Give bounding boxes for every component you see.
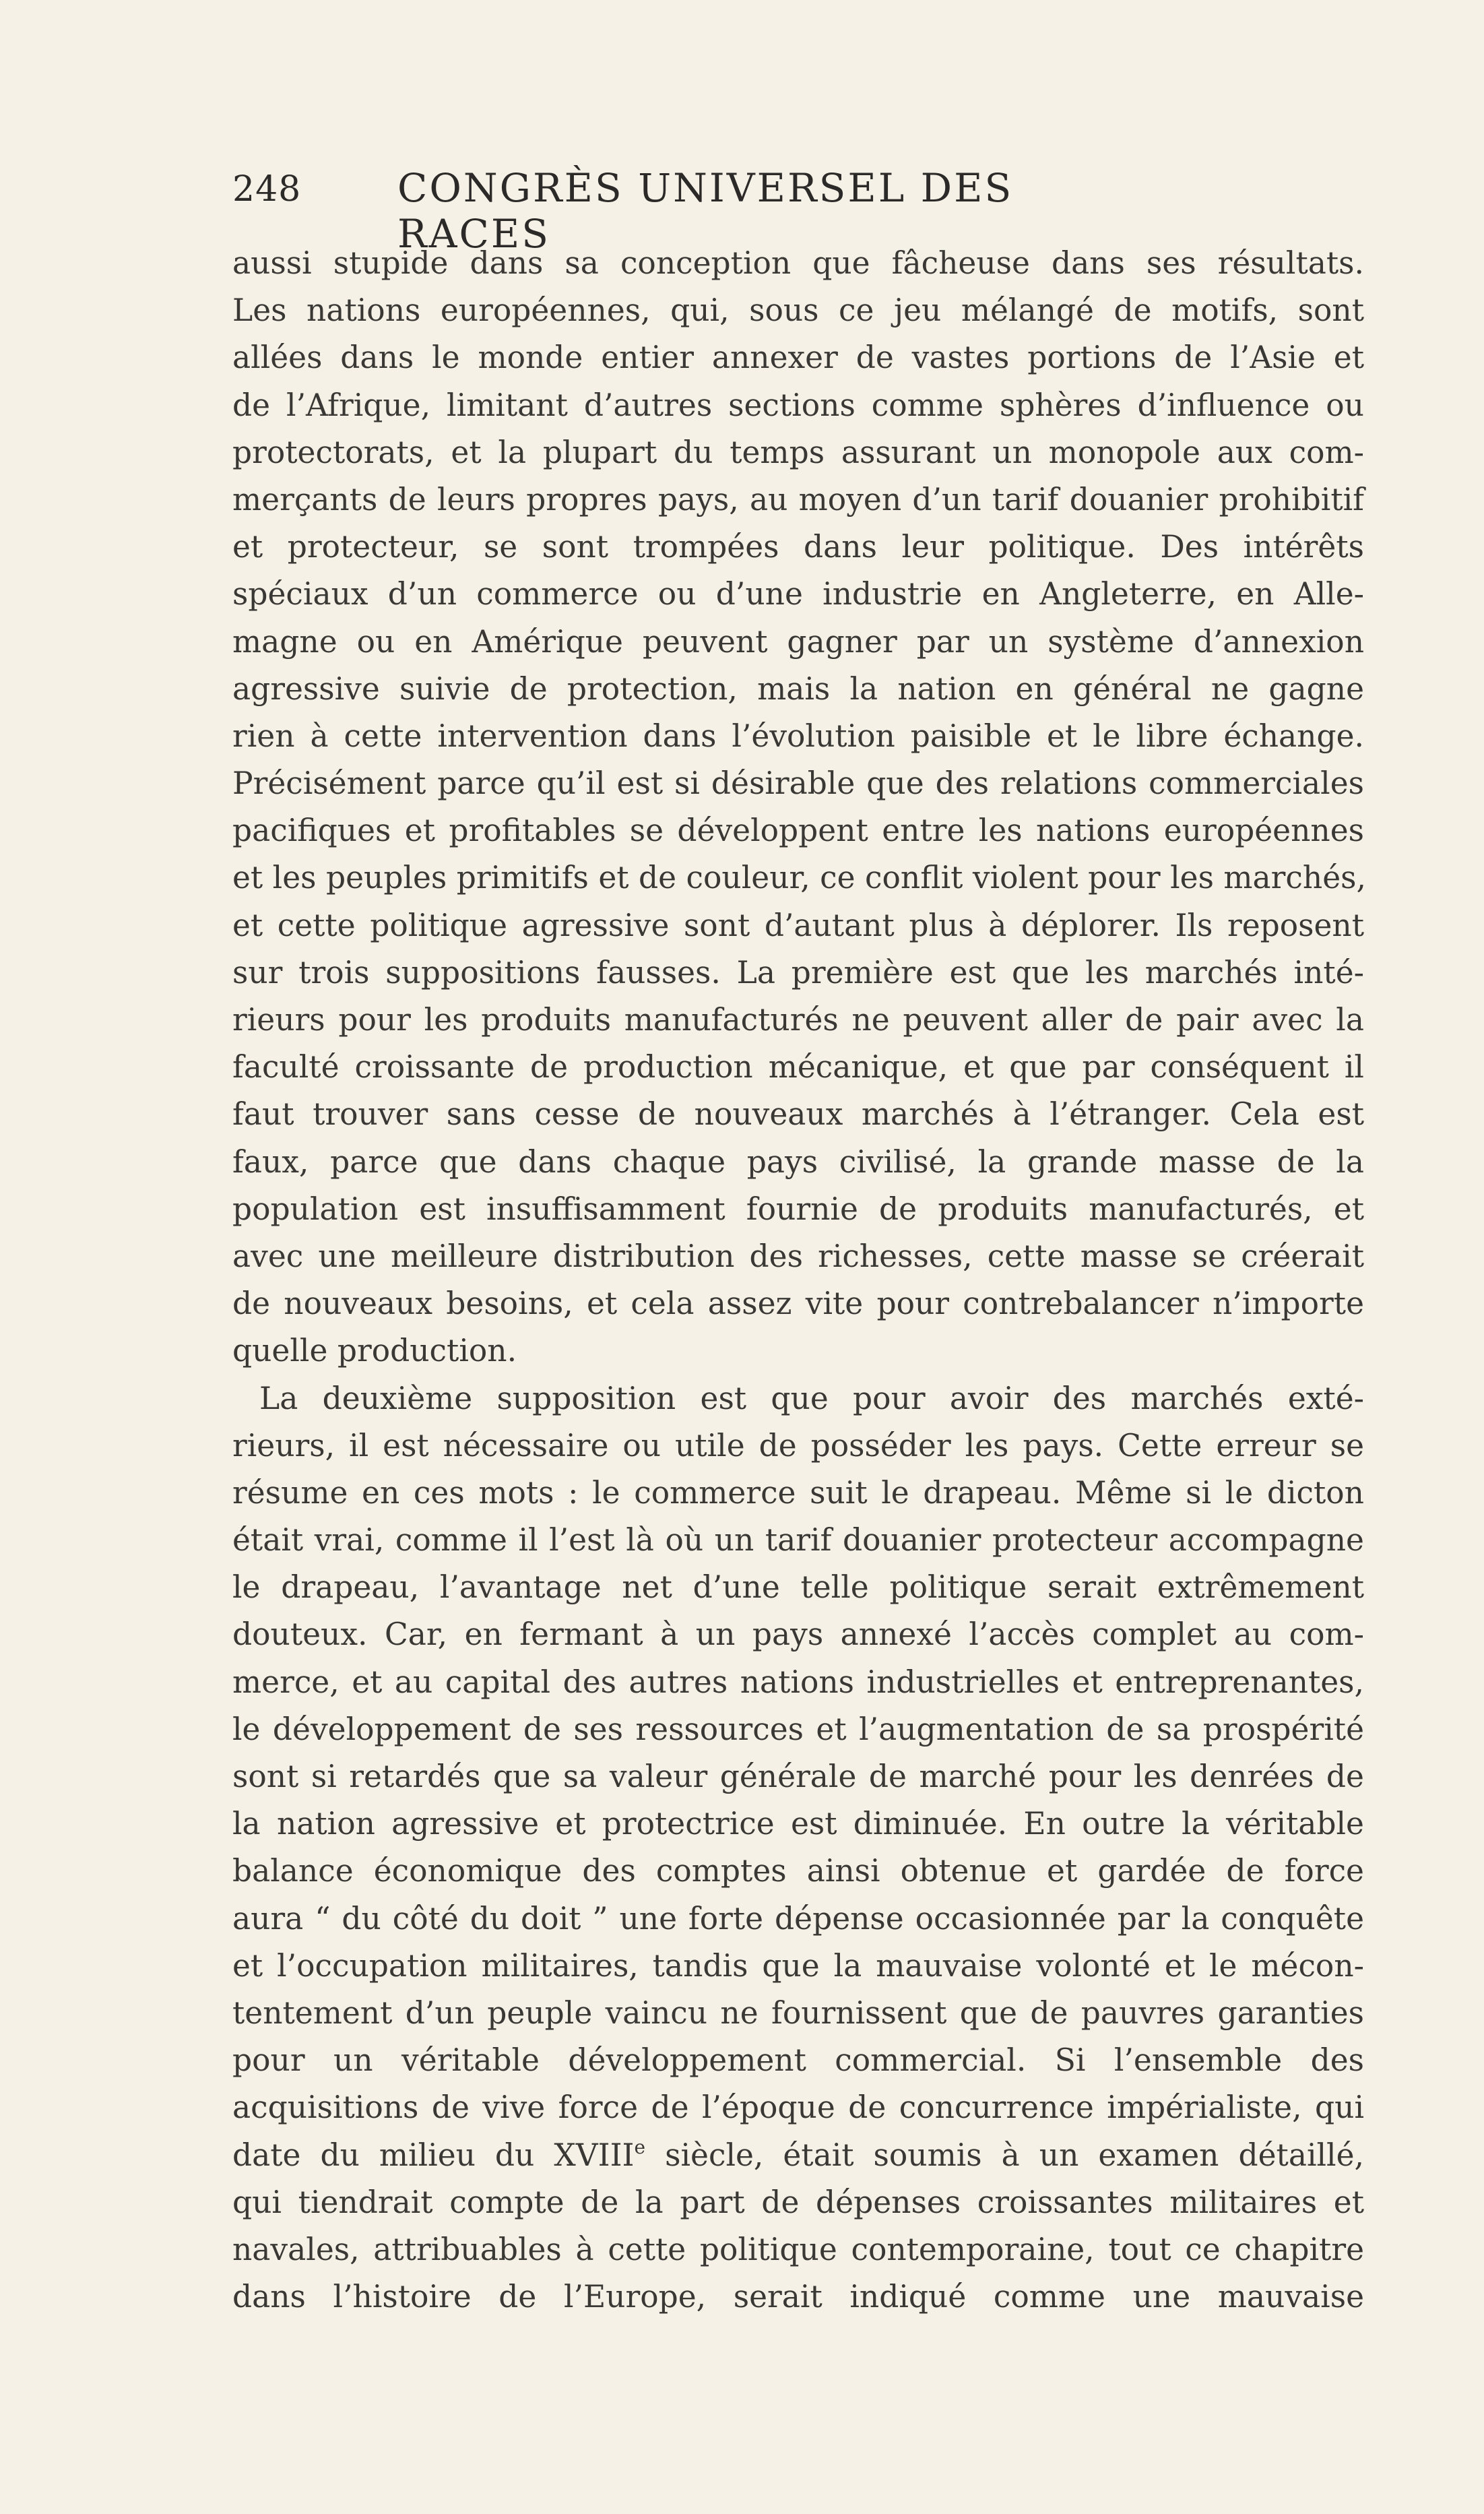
text-line: résume en ces mots : le commerce suit le drapeau. Même si le dicton — [232, 1474, 1364, 1511]
text-line: sont si retardés que sa valeur générale de marché pour les denrées de — [232, 1759, 1364, 1794]
text-line: et les peuples primitifs et de couleur, ce conflit violent pour les marchés, — [232, 860, 1366, 896]
text-line: tentement d’un peuple vaincu ne fournissent que de pauvres garanties — [232, 1994, 1364, 2031]
text-line: de l’Afrique, limitant d’autres sections comme sphères d’influence ou — [232, 387, 1364, 423]
text-line: balance économique des comptes ainsi obtenue et gardée de force — [232, 1853, 1364, 1889]
text-line: et protecteur, se sont trompées dans leur politique. Des intérêts — [232, 529, 1364, 565]
text-line: magne ou en Amérique peuvent gagner par un système d’annexion — [232, 623, 1364, 660]
text-line: Les nations européennes, qui, sous ce jeu mélangé de motifs, sont — [232, 292, 1364, 329]
text-line: rieurs pour les produits manufacturés ne peuvent aller de pair avec la — [232, 1002, 1364, 1038]
text-line: aussi stupide dans sa conception que fâcheuse dans ses résultats. — [232, 245, 1364, 281]
text-line: merce, et au capital des autres nations industrielles et entreprenantes, — [232, 1664, 1364, 1700]
text-line: pour un véritable développement commercial. Si l’ensemble des — [232, 2042, 1364, 2079]
text-line: rien à cette intervention dans l’évolution paisible et le libre échange. — [232, 718, 1364, 754]
text-line-with-superscript — [232, 2132, 1364, 2179]
page-number: 248 — [232, 169, 302, 210]
text-line: spéciaux d’un commerce ou d’une industrie en Angleterre, en Alle- — [232, 576, 1364, 612]
text-line: le développement de ses ressources et l’augmentation de sa prospérité — [232, 1711, 1364, 1747]
superscript: e — [634, 2135, 646, 2158]
text-line: douteux. Car, en fermant à un pays annexé l’accès complet au com- — [232, 1616, 1364, 1653]
text-line: et l’occupation militaires, tandis que la mauvaise volonté et le mécon- — [232, 1947, 1364, 1984]
text-line: et cette politique agressive sont d’autant plus à déplorer. Ils reposent — [232, 907, 1364, 943]
text-line: allées dans le monde entier annexer de vastes portions de l’Asie et — [232, 340, 1364, 376]
text-line: navales, attribuables à cette politique contemporaine, tout ce chapitre — [232, 2231, 1364, 2267]
text-fragment: siècle, était soumis à un examen détaillé, — [645, 2137, 1364, 2173]
text-line: protectorats, et la plupart du temps assurant un monopole aux com- — [232, 434, 1364, 470]
text-line: faculté croissante de production mécanique, et que par conséquent il — [232, 1049, 1364, 1086]
running-head — [232, 165, 1172, 257]
text-line: le drapeau, l’avantage net d’une telle politique serait extrêmement — [232, 1569, 1364, 1606]
text-line-paragraph-start: La deuxième supposition est que pour avoir des marchés exté- — [259, 1380, 1364, 1416]
text-line-paragraph-end: quelle production. — [232, 1333, 517, 1369]
text-line: de nouveaux besoins, et cela assez vite pour contrebalancer n’importe — [232, 1286, 1364, 1322]
running-title: CONGRÈS UNIVERSEL DES RACES — [397, 165, 1014, 257]
text-line: agressive suivie de protection, mais la nation en général ne gagne — [232, 670, 1364, 707]
text-line: faux, parce que dans chaque pays civilisé, la grande masse de la — [232, 1143, 1364, 1180]
text-line: la nation agressive et protectrice est diminuée. En outre la véritable — [232, 1806, 1364, 1842]
text-line: pacifiques et profitables se développent entre les nations européennes — [232, 813, 1364, 849]
text-line: qui tiendrait compte de la part de dépenses croissantes militaires et — [232, 2184, 1364, 2220]
text-line: merçants de leurs propres pays, au moyen d’un tarif douanier prohibitif — [232, 481, 1364, 517]
text-line: acquisitions de vive force de l’époque de concurrence impérialiste, qui — [232, 2089, 1364, 2126]
text-fragment: date du milieu du XVIII — [232, 2137, 635, 2173]
text-line: Précisément parce qu’il est si désirable que des relations commerciales — [232, 765, 1364, 802]
text-line: aura “ du côté du doit ” une forte dépense occasionnée par la conquête — [232, 1900, 1364, 1937]
body-text — [232, 240, 1364, 2321]
text-line: sur trois suppositions fausses. La première est que les marchés inté- — [232, 954, 1364, 991]
text-line: population est insuffisamment fournie de produits manufacturés, et — [232, 1191, 1364, 1227]
text-line: rieurs, il est nécessaire ou utile de posséder les pays. Cette erreur se — [232, 1427, 1364, 1464]
text-line: était vrai, comme il l’est là où un tarif douanier protecteur accompagne — [232, 1522, 1364, 1559]
text-line: avec une meilleure distribution des richesses, cette masse se créerait — [232, 1238, 1364, 1274]
text-line: faut trouver sans cesse de nouveaux marchés à l’étranger. Cela est — [232, 1096, 1364, 1133]
text-line: dans l’histoire de l’Europe, serait indiqué comme une mauvaise — [232, 2279, 1364, 2315]
